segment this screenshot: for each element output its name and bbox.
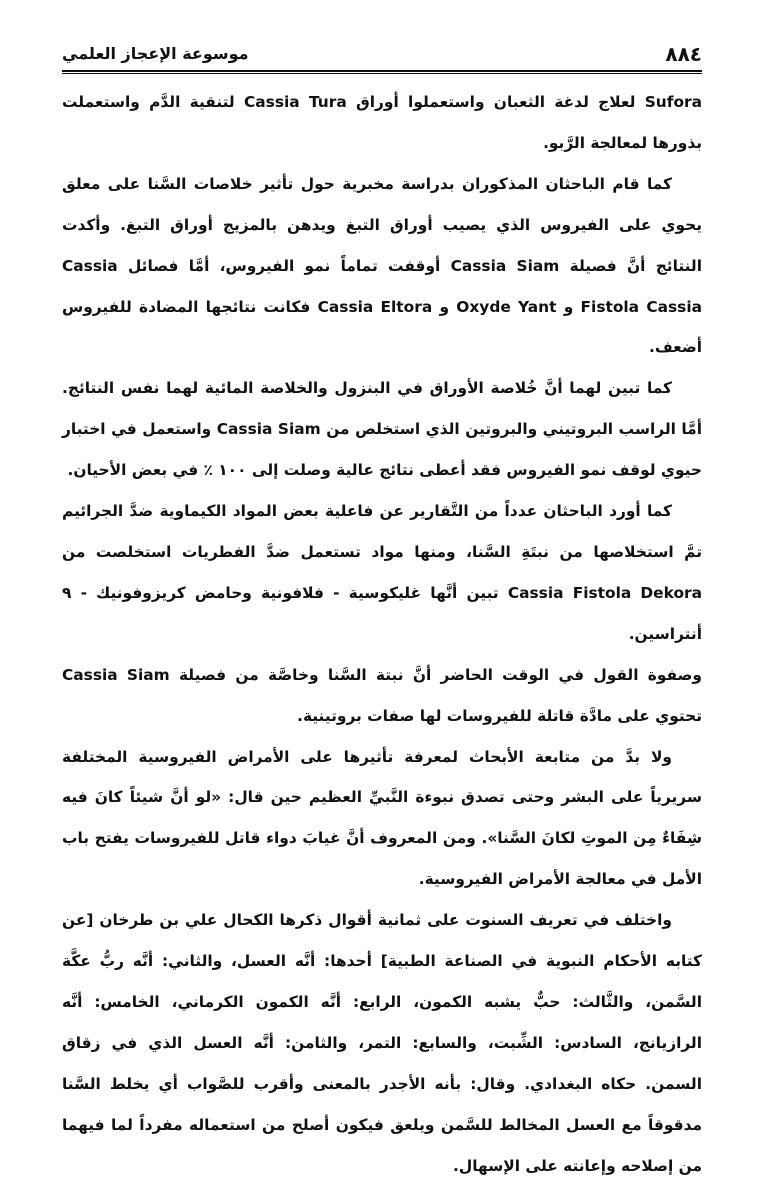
paragraph: كما قام الباحثان المذكوران بدراسة مخبرية حول تأثير خلاصات السَّنا على معلق يحوي على الفيروس الذي يصيب أوراق التبغ ويدهن بالمزيج أوراق التبغ. وأكدت النتائج أنَّ فصيلة Cassia Siam أوقفت تماماً نمو الفيروس، أمَّا فصائل Cassia Fistola Cassia و Oxyde Yant و Cassia Eltora فكانت نتائجها المضادة للفيروس أضعف. bbox=[62, 174, 702, 357]
running-title: موسوعة الإعجاز العلمي bbox=[62, 44, 249, 63]
body-text bbox=[62, 82, 702, 1186]
paragraph: Sufora لعلاج لدغة الثعبان واستعملوا أوراق Cassia Tura لتنقية الدَّم واستعملت بذورها لمعالجة الرَّبو. bbox=[62, 93, 702, 152]
paragraph: واختلف في تعريف السنوت على ثمانية أقوال ذكرها الكحال علي بن طرخان [عن كتابه الأحكام النبوية في الصناعة الطبية] أحدها: أنَّه العسل، والثاني: أنَّه ربُّ عكَّة السَّمن، والثَّالث: حبٌّ يشبه الكمون، الرابع: أنَّه الكمون الكرماني، الخامس: أنَّه الرازيانج، السادس: الشِّبت، والسابع: التمر، والثامن: أنَّه العسل الذي في زقاق السمن. حكاه البغدادي. وقال: بأنه الأجدر بالمعنى وأقرب للصَّواب أي يخلط السَّنا مدقوقاً مع العسل المخالط للسَّمن ويلعق فيكون أصلح من استعماله مفرداً لما فيهما من إصلاحه وإعانته على الإسهال. bbox=[62, 911, 702, 1175]
page-header bbox=[62, 38, 702, 72]
page-number: ٨٨٤ bbox=[665, 42, 702, 66]
header-divider bbox=[62, 70, 702, 72]
paragraph: كما أورد الباحثان عدداً من التَّقارير عن فاعلية بعض المواد الكيماوية ضدَّ الجرائيم تمَّ استخلاصها من نبتَةِ السَّنا، ومنها مواد تستعمل ضدَّ الفطريات استخلصت من Cassia Fistola Dekora تبين أنَّها غليكوسية - فلافونية وحامض كريزوفونيك - ٩ أنتراسين. bbox=[62, 502, 702, 643]
paragraph: وصفوة القول في الوقت الحاضر أنَّ نبتة السَّنا وخاصَّة من فصيلة Cassia Siam تحتوي على مادَّة قاتلة للفيروسات لها صفات بروتينية. bbox=[62, 665, 702, 725]
paragraph: ولا بدَّ من متابعة الأبحاث لمعرفة تأثيرها على الأمراض الفيروسية المختلفة سريرياً على البشر وحتى تصدق نبوءة النَّبيِّ العظيم حين قال: «لو أنَّ شيئاً كانَ فيه شِفَاءٌ مِن الموتِ لكانَ السَّنا». ومن المعروف أنَّ غيابَ دواء قاتل للفيروسات يفتح باب الأمل في معالجة الأمراض الفيروسية. bbox=[62, 747, 702, 889]
paragraph: كما تبين لهما أنَّ خُلاصة الأوراق في البنزول والخلاصة المائية لهما نفس النتائج. أمَّا الراسب البروتيني والبروتين الذي استخلص من Cassia Siam واستعمل في اختبار حيوي لوقف نمو الفيروس فقد أعطى نتائج عالية وصلت إلى ١٠٠ ٪ في بعض الأحيان. bbox=[62, 379, 702, 480]
